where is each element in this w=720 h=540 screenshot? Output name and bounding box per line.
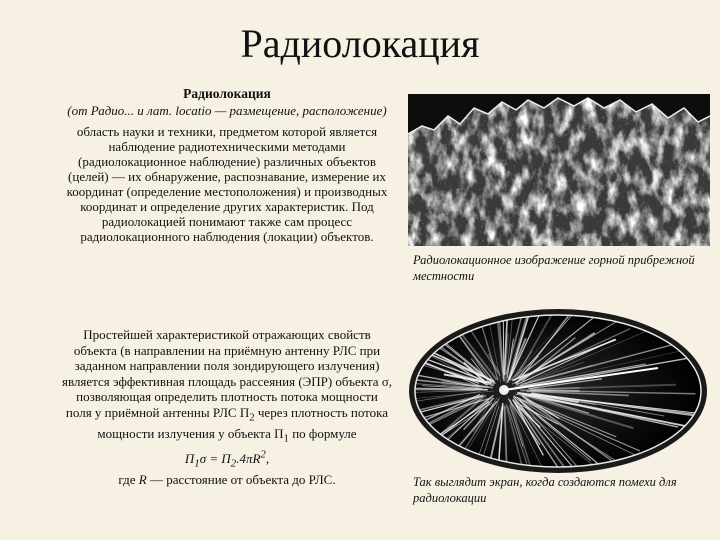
epr-sub: 2 bbox=[249, 411, 255, 424]
mountain-caption: Радиолокационное изображение горной прибрежной местности bbox=[413, 253, 695, 283]
epr-text: Простейшей характеристикой отражающих свойств объекта (в направлении на приёмную антенну РЛС при заданном направлении поля зондирующего излучения) является эффективная площадь рассеяния (ЭПР) объекта σ, позволяющая определить плотность потока мощности поля у приёмной антенны РЛС П bbox=[62, 327, 392, 420]
formula: $П_1\sigma = П_2.4\pi R^2$, bbox=[184, 448, 270, 470]
epr-paragraph bbox=[62, 327, 392, 487]
radar-screen-image bbox=[408, 308, 710, 474]
epr-sub: 1 bbox=[283, 432, 289, 445]
radar-mountain-image bbox=[408, 94, 710, 246]
definition-term: Радиолокация bbox=[183, 86, 271, 101]
epr-text-b: через плотность потока мощности излучения у объекта П bbox=[97, 404, 389, 442]
where-line: где R — расстояние от объекта до РЛС. bbox=[118, 471, 336, 487]
slide-title: Радиолокация bbox=[240, 21, 480, 66]
definition-body: область науки и техники, предметом которой является наблюдение радиотехническими методами (радиолокационное наблюдение) различных объектов (целей) — их обнаружение, распознавание, измерение их координат (определение местоположения) и производных координат и определение других характеристик. Под радиолокацией понимают также сам процесс радиолокационного наблюдения (локации) объектов. bbox=[66, 124, 388, 244]
epr-text-c: по формуле bbox=[288, 426, 357, 442]
definition-etymology: (от Радио... и лат. locatio — размещение, расположение) bbox=[67, 103, 387, 118]
screen-caption: Так выглядит экран, когда создаются помехи для радиолокации bbox=[413, 475, 677, 505]
definition-block bbox=[62, 86, 392, 244]
